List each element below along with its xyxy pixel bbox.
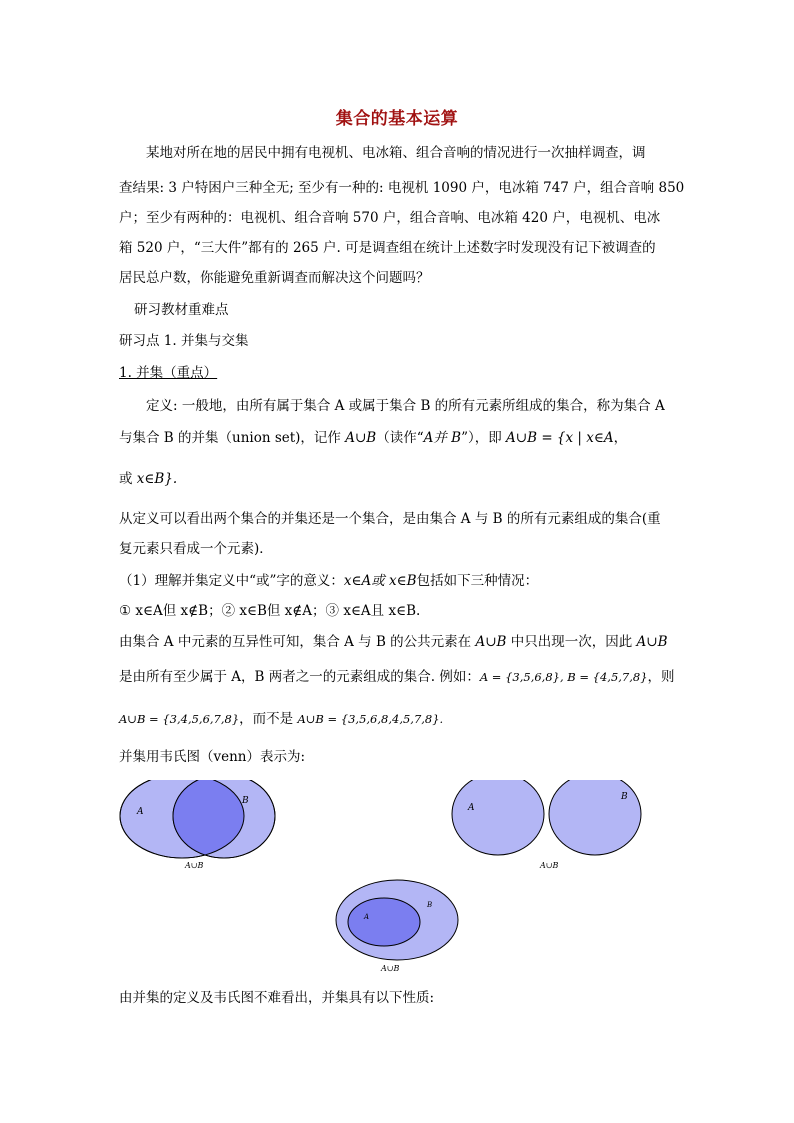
union-reading: A并 B xyxy=(423,430,462,446)
label-b-3: B xyxy=(427,901,433,909)
intro-line-3: 户；至少有两种的：电视机、组合音响 570 户，组合音响、电冰箱 420 户，电视机、电冰 xyxy=(119,210,661,226)
definition-text-a: 与集合 B 的并集（union set)，记作 xyxy=(119,430,346,446)
union-formula-end: x∈B}. xyxy=(136,471,178,487)
definition-text-d: ， xyxy=(613,430,628,446)
wrong-union: A∪B = {3,5,6,8,4,5,7,8}. xyxy=(297,712,444,726)
or-condition: x∈A或 x∈B xyxy=(343,573,417,589)
explain-line-1: 从定义可以看出两个集合的并集还是一个集合，是由集合 A 与 B 的所有元素组成的集合(重 xyxy=(119,511,661,527)
label-a-1: A xyxy=(137,807,144,817)
venn-subset xyxy=(336,880,458,973)
caption-1: A∪B xyxy=(185,861,204,870)
venn-overlapping xyxy=(120,780,275,870)
para2-line-3 xyxy=(119,709,443,729)
intro-line-2: 查结果: 3 户特困户三种全无; 至少有一种的: 电视机 1090 户，电冰箱 747 户，组合音响 850 xyxy=(119,180,685,196)
definition-line-3 xyxy=(119,469,177,489)
caption-3: A∪B xyxy=(381,964,400,973)
definition-text-b: （读作“ xyxy=(376,430,424,446)
item1-text-b: 包括如下三种情况： xyxy=(416,573,539,589)
item1-text-a: （1）理解并集定义中“或”字的意义： xyxy=(119,573,344,589)
definition-line-1: 定义: 一般地，由所有属于集合 A 或属于集合 B 的所有元素所组成的集合，称为集合 A xyxy=(146,398,665,414)
intro-line-1: 某地对所在地的居民中拥有电视机、电冰箱、组合音响的情况进行一次抽样调查，调 xyxy=(146,145,646,161)
intro-line-4: 箱 520 户，“三大件”都有的 265 户. 可是调查组在统计上述数字时发现没有记下被调查的 xyxy=(119,240,656,256)
intro-line-5: 居民总户数，你能避免重新调查而解决这个问题吗？ xyxy=(119,270,430,286)
set-a-ellipse-3 xyxy=(348,898,420,946)
para2-line-2 xyxy=(119,667,675,687)
union-notation-3: A∪B xyxy=(636,634,668,650)
label-b-1: B xyxy=(242,796,249,806)
page-title: 集合的基本运算 xyxy=(335,109,459,129)
union-notation: A∪B xyxy=(345,430,377,446)
label-b-2: B xyxy=(621,792,628,802)
explain-line-2: 复元素只看成一个元素)． xyxy=(119,541,273,557)
example-sets: A = {3,5,6,8}, B = {4,5,7,8} xyxy=(479,670,648,684)
venn-intro: 并集用韦氏图（venn）表示为: xyxy=(119,749,306,765)
definition-text-c: ”），即 xyxy=(461,430,507,446)
definition-line-2 xyxy=(119,428,627,448)
para2-text-b: 中只出现一次，因此 xyxy=(506,634,637,650)
example-union: A∪B = {3,4,5,6,7,8} xyxy=(119,712,240,726)
venn-diagrams xyxy=(0,780,794,1010)
closing-line: 由并集的定义及韦氏图不难看出，并集具有以下性质: xyxy=(119,990,435,1006)
section-heading: 研习教材重难点 xyxy=(134,302,229,318)
para2-line-1 xyxy=(119,632,668,652)
union-formula: A∪B = {x | x∈A xyxy=(506,430,614,446)
para2-text-e: ，而不是 xyxy=(239,711,298,727)
para2-text-a: 由集合 A 中元素的互异性可知，集合 A 与 B 的公共元素在 xyxy=(119,634,476,650)
para2-text-d: ，则 xyxy=(647,669,675,685)
subheading-union: 1. 并集（重点） xyxy=(119,365,218,381)
venn-disjoint xyxy=(452,780,641,870)
definition-or: 或 xyxy=(119,471,137,487)
point-heading: 研习点 1. 并集与交集 xyxy=(119,333,249,349)
set-a-ellipse-2 xyxy=(452,780,544,855)
union-notation-2: A∪B xyxy=(475,634,507,650)
item1-line-1 xyxy=(119,571,538,591)
item1-line-2: ① x∈A但 x∉B；② x∈B但 x∉A；③ x∈A且 x∈B. xyxy=(119,603,421,619)
caption-2: A∪B xyxy=(540,861,559,870)
label-a-3: A xyxy=(364,913,370,921)
label-a-2: A xyxy=(468,803,475,813)
para2-text-c: 是由所有至少属于 A，B 两者之一的元素组成的集合. 例如： xyxy=(119,669,480,685)
